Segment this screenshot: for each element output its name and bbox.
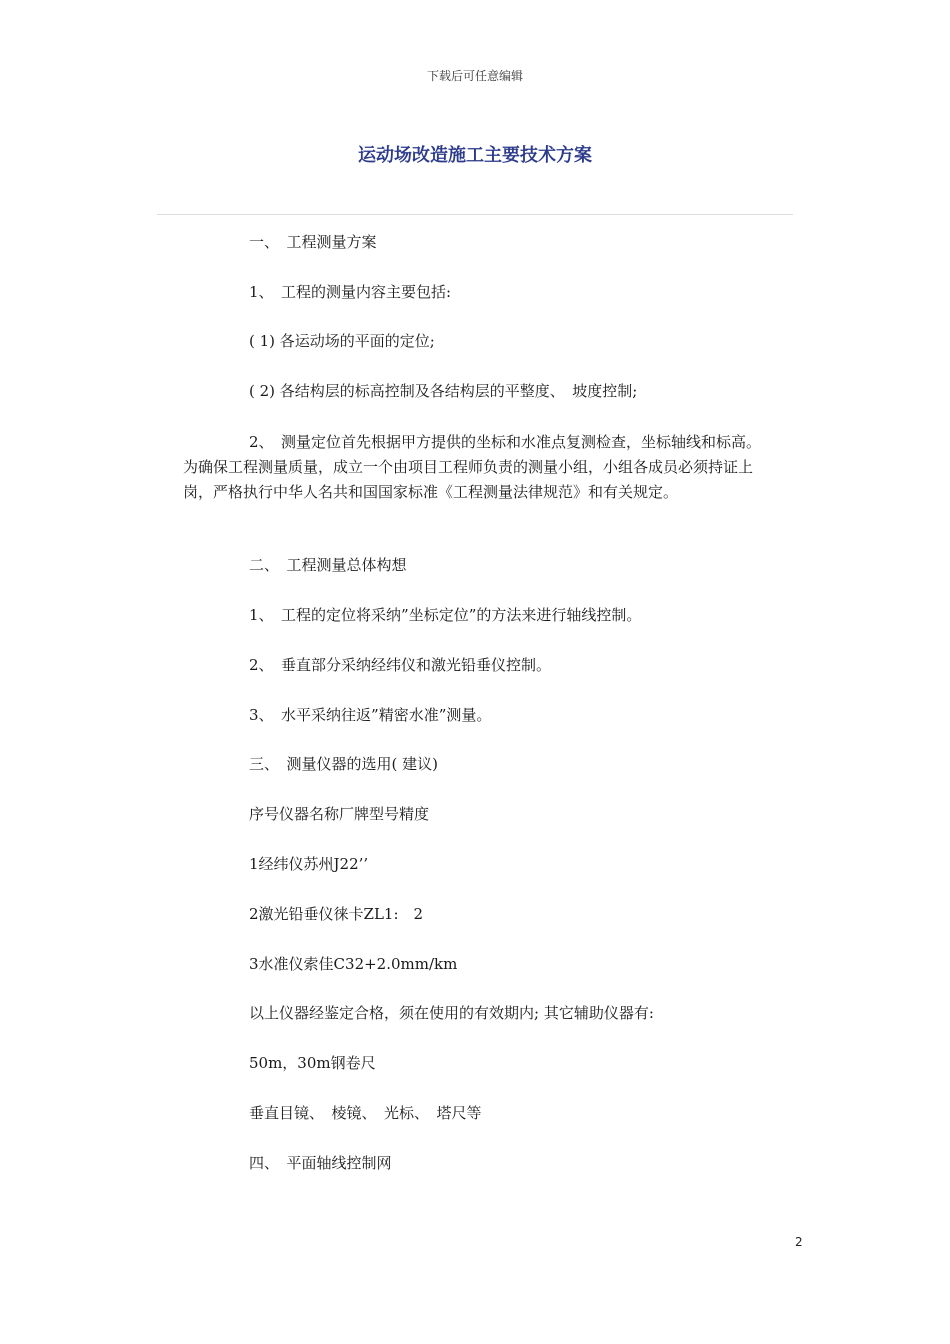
section-2-item-2: 2、 垂直部分采纳经纬仪和激光铅垂仪控制。: [249, 656, 552, 674]
aux-instrument-1: 50m，30m钢卷尺: [249, 1054, 376, 1072]
instrument-row-1: 1经纬仪苏州J22’’: [249, 855, 369, 873]
section-2-item-3: 3、 水平采纳往返”精密水准”测量。: [249, 706, 492, 724]
section-4-heading: 四、 平面轴线控制网: [249, 1154, 392, 1172]
instrument-row-2: 2激光铅垂仪徕卡ZL1: 2: [249, 905, 424, 923]
aux-instrument-2: 垂直目镜、 棱镜、 光标、 塔尺等: [249, 1104, 482, 1122]
section-1-item-1b: ( 2) 各结构层的标高控制及各结构层的平整度、 坡度控制;: [249, 382, 638, 400]
section-3-heading: 三、 测量仪器的选用( 建议): [249, 755, 438, 773]
section-2-heading: 二、 工程测量总体构想: [249, 556, 407, 574]
instrument-table-header: 序号仪器名称厂牌型号精度: [249, 805, 430, 823]
instrument-note: 以上仪器经鉴定合格，须在使用的有效期内; 其它辅助仪器有:: [249, 1004, 654, 1022]
section-2-item-1: 1、 工程的定位将采纳”坐标定位”的方法来进行轴线控制。: [249, 606, 642, 624]
section-1-item-1a: ( 1) 各运动场的平面的定位;: [249, 332, 435, 350]
section-1-item-2-paragraph: 2、 测量定位首先根据甲方提供的坐标和水准点复测检查，坐标轴线和标高。为确保工程测量质量，成立一个由项目工程师负责的测量小组，小组各成员必须持证上岗，严格执行中华人名共和国国家标准《工程测量法律规范》和有关规定。: [183, 433, 762, 501]
page-number: 2: [795, 1235, 803, 1249]
section-1-item-1: 1、 工程的测量内容主要包括:: [249, 283, 452, 301]
title-divider: [157, 214, 793, 215]
header-note: 下载后可任意编辑: [426, 69, 523, 83]
instrument-row-3: 3水准仪索佳C32+2.0mm/km: [249, 955, 458, 973]
document-title: 运动场改造施工主要技术方案: [358, 145, 592, 166]
section-1-heading: 一、 工程测量方案: [249, 233, 377, 251]
